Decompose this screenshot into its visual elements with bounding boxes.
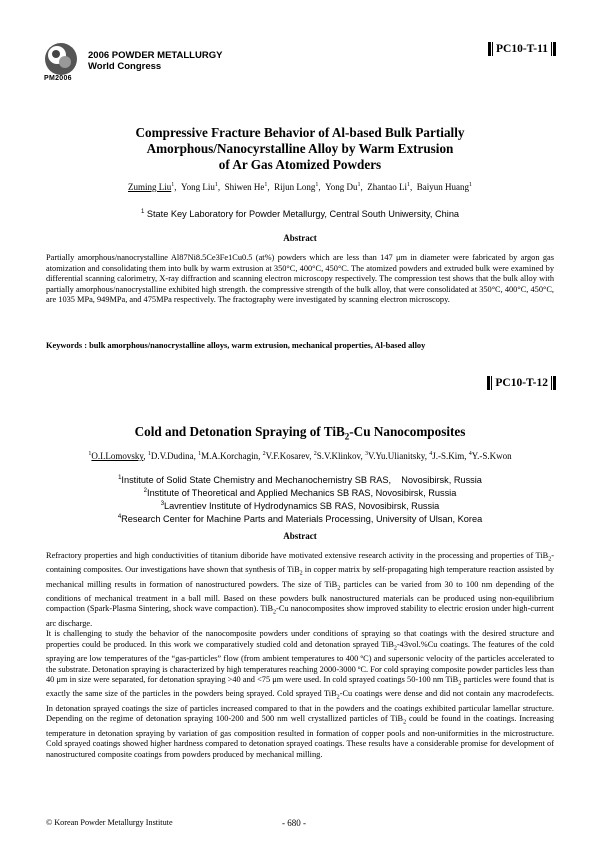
paper1-affiliation-text: State Key Laboratory for Powder Metallurgy, Central South Uniwersity, China: [146, 209, 460, 220]
paper2-code-text: PC10-T-12: [495, 377, 548, 389]
paper2-author-sup: 4: [429, 451, 433, 457]
paper1-author: Zhantao Li$^1$,: [367, 182, 417, 192]
page-number: - 680 -: [282, 818, 306, 828]
paper2-author: $^3$V.Yu.Ulianitsky,: [364, 451, 430, 461]
paper2-author-name: V.F.Kosarev: [265, 451, 310, 461]
paper2-author: $^2$V.F.Kosarev,: [262, 451, 314, 461]
paper2-title-post: -Cu Nanocomposites: [349, 424, 466, 439]
paper1-title-line-2: Amorphous/Nanocyrstalline Alloy by Warm Extrusion: [146, 141, 454, 156]
paper2-abstract-para-1: Refractory properties and high conductivities of titanium diboride have motivated extensive research activity in the processing and properties of TiB$_2$-containing composites. Our investigations have shown that synthesis of TiB$_2$ in copper matrix by self-propagating high temperature reaction assisted by mechanical milling results in formation of nanostructured powders. The size of TiB$_2$ particles can be varied from 30 to 100 nm depending of the conditions of mechanical treatment in a ball mill. Based on these powders bulk nanostructured materials can be produced using non-equilibrium compaction (Spark-Plasma Sintering, shock wave compaction). TiB$_2$-Cu nanocomposites show improved stability to electric erosion under high-current arc discharge.: [46, 551, 555, 628]
paper1-author-name: Zhantao Li: [367, 182, 407, 192]
paper2-author-sup: 2: [313, 451, 317, 457]
paper1-title-line-1: Compressive Fracture Behavior of Al-based Bulk Partially: [135, 125, 465, 140]
paper2-author-name: J.-S.Kim: [432, 451, 465, 461]
paper2-abstract: [46, 551, 554, 760]
paper1-author-sup: 1: [315, 182, 319, 188]
paper1-author-sup: 1: [406, 182, 410, 188]
paper2-affiliations: [40, 473, 560, 525]
paper2-author: $^4$J.-S.Kim,: [429, 451, 469, 461]
paper2-author-sup: 1: [147, 451, 151, 457]
paper2-affiliation: [40, 512, 560, 525]
paper2-affiliation: [40, 499, 560, 512]
paper1-author-name: Rijun Long: [274, 182, 316, 192]
paper1-author-sup: 1: [357, 182, 361, 188]
paper2-author: $^2$S.V.Klinkov,: [313, 451, 365, 461]
paper2-authors: [40, 451, 560, 461]
paper2-author-name: S.V.Klinkov: [316, 451, 361, 461]
paper1-author-name: Yong Du: [325, 182, 358, 192]
paper2-affiliation: [40, 486, 560, 499]
paper2-author-name: M.A.Korchagin: [201, 451, 259, 461]
paper1-author-name: Shiwen He: [224, 182, 265, 192]
paper1-author: Zuming Liu$^1$,: [128, 182, 181, 192]
footer-copyright: © Korean Powder Metallurgy Institute: [46, 818, 173, 827]
paper2-author-sup: 1: [198, 451, 202, 457]
paper1-author-name: Yong Liu: [181, 182, 215, 192]
paper2-affiliation-sup: 3: [160, 501, 165, 508]
paper2-author-sup: 1: [88, 451, 92, 457]
paper1-author: Shiwen He$^1$,: [224, 182, 275, 192]
paper1-author: Yong Liu$^1$,: [181, 182, 225, 192]
paper1-abstract-heading: Abstract: [283, 233, 317, 243]
paper1-affiliation: [40, 207, 560, 220]
paper1-author-name: Zuming Liu: [128, 182, 172, 192]
paper2-author: [469, 451, 512, 461]
paper2-author-name: O.I.Lomovsky: [91, 451, 144, 461]
paper2-affiliation-sup: 2: [143, 488, 148, 495]
paper2-affiliation-text: Institute of Theoretical and Applied Mechanics SB RAS, Novosibirsk, Russia: [147, 488, 457, 499]
paper2-title-sub: 2: [344, 431, 350, 442]
paper2-affiliation-text: Lavrentiev Institute of Hydrodynamics SB RAS, Novosibirsk, Russia: [164, 501, 440, 512]
paper2-affiliation: [40, 473, 560, 486]
paper2-abstract-para-2: It is challenging to study the behavior of the nanocomposite powders under conditions of spraying so that coatings with the desired structure and properties could be produced. In this work we comparatively studied cold and detonation sprayed TiB$_2$-43vol.%Cu coatings. The features of the cold spraying are low temperatures of the “gas-particles” flow (from ambient temperatures to 400 ºC) and supersonic velocity of the particles accelerated to the substrate. Detonation spraying is characterized by high temperatures reaching 2000-3000 ºC. For cold spraying composite powder particles less than 40 μm in size were separated, for detonation spraying >40 and <75 μm were used. In cold sprayed coatings 50-100 nm TiB$_2$ particles were found that is exactly the same size of the particles in the powders being sprayed. Cold sprayed TiB$_2$-Cu coatings were dense and did not contain any macrodefects. In detonation sprayed coatings the size of particles increased compared to that in the powders and the coatings exhibited particular lamellar structure. Depending on the regime of detonation spraying 100-200 and 500 nm well crystallized particles of TiB$_2$ could be found in the coatings. Increasing temperature in detonation spraying by variation of gas composition resulted in formation of copper pools and non-uniformities in the microstructure. Cold sprayed coatings showed higher hardness compared to detonation sprayed coatings. These results have a considerable promise for development of nanostructured composite coatings from powders produced by mechanical milling.: [46, 629, 554, 759]
paper1-affiliation-sup: 1: [140, 209, 145, 215]
paper1-keywords: Keywords : bulk amorphous/nanocrystalline alloys, warm extrusion, mechanical properties, Al-based alloy: [46, 341, 426, 350]
paper1-author-sup: 1: [468, 182, 472, 188]
paper1-author-sup: 1: [214, 182, 218, 188]
paper2-affiliation-text: Institute of Solid State Chemistry and Mechanochemistry SB RAS, Novosibirsk, Russia: [121, 475, 482, 486]
paper1-title-line-3: of Ar Gas Atomized Powders: [218, 157, 382, 172]
paper1-code-text: PC10-T-11: [496, 43, 548, 55]
paper1-author: Rijun Long$^1$,: [274, 182, 326, 192]
pm2006-logo: [44, 42, 78, 76]
paper2-author-name: V.Yu.Ulianitsky: [367, 451, 425, 461]
paper1-author-sup: 1: [264, 182, 268, 188]
paper2-affiliation-sup: 4: [117, 514, 122, 521]
paper2-author-sup: 2: [262, 451, 266, 457]
paper1-author-sup: 1: [171, 182, 175, 188]
conference-line-1: 2006 POWDER METALLURGY: [88, 50, 223, 61]
paper2-author: $^1$O.I.Lomovsky,: [88, 451, 148, 461]
paper1-authors: [40, 182, 560, 192]
paper1-author-name: Baiyun Huang: [416, 182, 469, 192]
paper2-affiliation-text: Research Center for Machine Parts and Materials Processing, University of Ulsan, Korea: [121, 514, 483, 525]
paper2-title: [40, 424, 560, 445]
paper2-abstract-heading: Abstract: [283, 531, 317, 541]
paper2-author-sup: 3: [364, 451, 368, 457]
paper2-author-name: D.V.Dudina: [150, 451, 194, 461]
paper2-title-pre: Cold and Detonation Spraying of TiB: [134, 424, 345, 439]
paper2-author-sup: 4: [468, 451, 472, 457]
paper2-author: $^1$D.V.Dudina,: [147, 451, 199, 461]
conference-name: [88, 50, 222, 72]
paper1-author: [417, 182, 472, 192]
paper1-code: [488, 42, 556, 56]
paper1-title: [40, 125, 560, 173]
paper2-code: [487, 376, 556, 390]
paper1-abstract: Partially amorphous/nanocrystalline Al87Ni8.5Ce3Fe1Cu0.5 (at%) powders which are less than 147 μm in diameter were fabricated by argon gas atomization and consolidating them into bulk by warm extrusion at 350°C, 400°C, 450°C. The atomized powders and extruded bulk were examined by differential scanning calorimetry, X-ray diffraction and scanning electron microscopy respectively. The compression test shows that the bulk alloy with partially amorphous/nanocrystalline exhibited high strength. the compressive strength of the bulk alloy, that were consolidated at 350°C, 400°C, 450°C, are 1035 MPa, 949MPa, and 475MPa respectively. The fractography were investigated by scanning electron microscopy.: [46, 253, 554, 305]
conference-line-2: World Congress: [88, 61, 162, 72]
paper2-author-name: Y.-S.Kwon: [471, 451, 512, 461]
logo-text: PM2006: [44, 75, 72, 82]
paper2-author: $^1$M.A.Korchagin,: [198, 451, 263, 461]
paper2-affiliation-sup: 1: [118, 475, 122, 481]
paper1-author: Yong Du$^1$,: [325, 182, 368, 192]
